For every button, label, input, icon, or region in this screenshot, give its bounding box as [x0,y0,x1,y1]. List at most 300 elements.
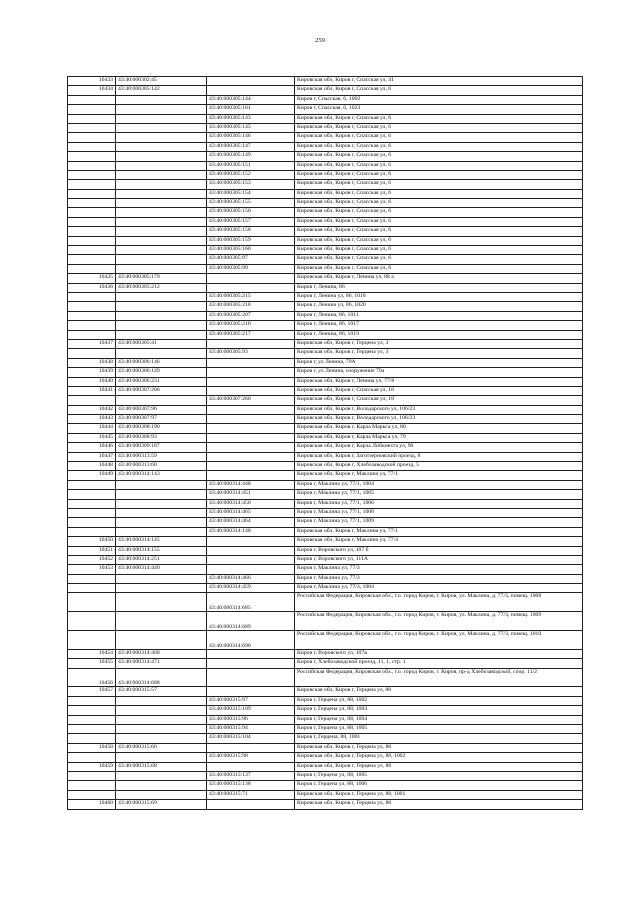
child-cadastral-number-cell: 43:40:000315:97 [207,696,295,705]
parent-cadastral-number-cell [116,330,207,339]
parent-cadastral-number-cell [116,527,207,536]
address-cell: Кировская обл, Киров г, Герцена ул, 88 [295,762,583,771]
child-cadastral-number-cell: 43:40:000315:94 [207,725,295,734]
parent-cadastral-number-cell: 43:40:000306:231 [116,377,207,386]
child-cadastral-number-cell [207,86,295,95]
table-row [68,668,583,687]
table-row [68,555,583,564]
table-row [68,753,583,762]
parent-cadastral-number-cell: 43:40:000313:59 [116,452,207,461]
parent-cadastral-number-cell: 43:40:000307:206 [116,386,207,395]
table-row [68,330,583,339]
child-cadastral-number-cell [207,424,295,433]
parent-cadastral-number-cell [116,311,207,320]
address-cell: Киров г, Воровского ул, 107 б [295,546,583,555]
row-number-cell: 10444 [68,424,116,433]
row-number-cell [68,264,116,273]
table-row [68,349,583,358]
row-number-cell [68,199,116,208]
row-number-cell [68,217,116,226]
child-cadastral-number-cell [207,452,295,461]
row-number-cell: 10439 [68,368,116,377]
table-row [68,546,583,555]
address-cell: Кировская обл, Киров г, Герцена ул, 88 [295,687,583,696]
address-cell: Кировская обл, Киров г, Спасская ул, 6 [295,170,583,179]
parent-cadastral-number-cell: 43:40:000314:251 [116,555,207,564]
parent-cadastral-number-cell [116,480,207,489]
address-cell: Кировская обл, Киров г, Спасская ул, 6 [295,264,583,273]
row-number-cell [68,631,116,650]
row-number-cell [68,133,116,142]
address-cell: Киров г, Ленина, 86, 1017 [295,321,583,330]
child-cadastral-number-cell: 43:40:000314:450 [207,499,295,508]
address-cell: Киров г, Спасская, 6, 1023 [295,105,583,114]
address-cell: Кировская обл, Киров г, Спасская ул, 6 [295,161,583,170]
address-cell: Российская Федерация, Кировская обл., г.о. город Киров, г. Киров, ул. Маклина, д. 77/3, помещ. 1008 [295,593,583,612]
address-cell: Кировская обл, Киров г, Спасская ул, 6 [295,217,583,226]
child-cadastral-number-cell [207,537,295,546]
table-row [68,133,583,142]
table-row [68,311,583,320]
table-row [68,199,583,208]
table-row [68,706,583,715]
row-number-cell: 10435 [68,274,116,283]
table-row [68,302,583,311]
table-row [68,734,583,743]
parent-cadastral-number-cell: 43:40:000306:146 [116,358,207,367]
table-row [68,649,583,658]
table-row [68,321,583,330]
child-cadastral-number-cell [207,668,295,687]
address-cell: Кировская обл, Киров г, Герцена ул, 3 [295,349,583,358]
parent-cadastral-number-cell [116,725,207,734]
row-number-cell [68,95,116,104]
child-cadastral-number-cell: 43:40:000305:207 [207,311,295,320]
child-cadastral-number-cell: 43:40:000314:464 [207,518,295,527]
table-row [68,471,583,480]
parent-cadastral-number-cell [116,227,207,236]
table-row [68,358,583,367]
address-cell: Кировская обл, Киров г, Спасская ул, 6 [295,142,583,151]
child-cadastral-number-cell: 43:40:000305:154 [207,189,295,198]
address-cell: Киров г, Воровского ул, 111А [295,555,583,564]
table-row [68,527,583,536]
child-cadastral-number-cell: 43:40:000314:465 [207,508,295,517]
table-row [68,565,583,574]
address-cell: Киров г, ул Ленина, 79А [295,358,583,367]
row-number-cell [68,236,116,245]
address-cell: Кировская обл, Киров г, Маклина ул, 77/1 [295,527,583,536]
address-cell: Кировская обл, Киров г, Володарского ул, 106/23 [295,415,583,424]
row-number-cell: 10433 [68,77,116,86]
table-row [68,105,583,114]
address-cell: Киров г, Герцена ул, 88, 1004 [295,715,583,724]
address-cell: Кировская обл, Киров г, Спасская ул, 41 [295,77,583,86]
row-number-cell: 10449 [68,471,116,480]
row-number-cell: 10445 [68,433,116,442]
table-row [68,396,583,405]
row-number-cell [68,189,116,198]
row-number-cell [68,593,116,612]
table-row [68,86,583,95]
table-row [68,696,583,705]
row-number-cell: 10448 [68,462,116,471]
address-cell: Киров г, Спасская, 6, 1002 [295,95,583,104]
table-row [68,161,583,170]
address-cell: Кировская обл, Киров г, Спасская ул, 18 [295,396,583,405]
row-number-cell [68,490,116,499]
child-cadastral-number-cell [207,377,295,386]
child-cadastral-number-cell: 43:40:000314:690 [207,631,295,650]
table-row [68,593,583,612]
child-cadastral-number-cell: 43:40:000315:138 [207,781,295,790]
child-cadastral-number-cell [207,565,295,574]
table-row [68,246,583,255]
row-number-cell [68,771,116,780]
parent-cadastral-number-cell [116,189,207,198]
address-cell: Киров г, Воровского ул, 107в [295,649,583,658]
table-row [68,368,583,377]
table-row [68,77,583,86]
child-cadastral-number-cell [207,368,295,377]
address-cell: Киров г, Герцена ул, 88, 1006 [295,781,583,790]
parent-cadastral-number-cell [116,706,207,715]
address-cell: Киров г, Герцена ул, 88, 1005 [295,771,583,780]
address-cell: Киров г, Ленина ул, 86, 1020 [295,302,583,311]
table-row [68,274,583,283]
parent-cadastral-number-cell: 43:40:000314:471 [116,659,207,668]
row-number-cell [68,292,116,301]
child-cadastral-number-cell: 43:40:000314:685 [207,593,295,612]
address-cell: Киров г, Герцена ул, 88, 1002 [295,696,583,705]
row-number-cell [68,255,116,264]
address-cell: Российская Федерация, Кировская обл., г.о. город Киров, г. Киров, пр-д Хлебозаводской, соор. 11/2 [295,668,583,687]
address-cell: Киров г, Ленина, 86, 1011 [295,311,583,320]
parent-cadastral-number-cell [116,236,207,245]
row-number-cell [68,246,116,255]
child-cadastral-number-cell: 43:40:000315:104 [207,734,295,743]
row-number-cell: 10446 [68,443,116,452]
child-cadastral-number-cell: 43:40:000314:459 [207,584,295,593]
address-cell: Кировская обл, Киров г, Заготзерновский проезд, 8 [295,452,583,461]
row-number-cell: 10442 [68,405,116,414]
parent-cadastral-number-cell: 43:40:000308:190 [116,424,207,433]
row-number-cell: 10459 [68,762,116,771]
parent-cadastral-number-cell: 43:40:000307:96 [116,405,207,414]
table-row [68,518,583,527]
row-number-cell [68,706,116,715]
row-number-cell: 10447 [68,452,116,461]
row-number-cell [68,227,116,236]
address-cell: Кировская обл, Киров г, Карла Маркса ул, 79 [295,433,583,442]
row-number-cell [68,612,116,631]
parent-cadastral-number-cell: 43:40:000315:66 [116,743,207,752]
child-cadastral-number-cell [207,462,295,471]
address-cell: Российская Федерация, Кировская обл., г.о. город Киров, г. Киров, ул. Маклина, д. 77/3, помещ. 1010 [295,631,583,650]
address-cell: Кировская обл, Киров г, Герцена ул, 3 [295,339,583,348]
child-cadastral-number-cell [207,687,295,696]
child-cadastral-number-cell [207,405,295,414]
child-cadastral-number-cell: 43:40:000307:260 [207,396,295,405]
child-cadastral-number-cell: 43:40:000305:97 [207,255,295,264]
child-cadastral-number-cell: 43:40:000305:93 [207,349,295,358]
table-row [68,152,583,161]
child-cadastral-number-cell: 43:40:000315:109 [207,706,295,715]
parent-cadastral-number-cell: 43:40:000308:93 [116,433,207,442]
table-row [68,405,583,414]
child-cadastral-number-cell: 43:40:000314:466 [207,574,295,583]
parent-cadastral-number-cell: 43:40:000314:145 [116,537,207,546]
row-number-cell [68,105,116,114]
table-row [68,433,583,442]
parent-cadastral-number-cell [116,771,207,780]
child-cadastral-number-cell [207,339,295,348]
row-number-cell [68,715,116,724]
address-cell: Кировская обл, Киров г, Спасская ул, 6 [295,123,583,132]
address-cell: Кировская обл, Киров г, Спасская ул, 6 [295,227,583,236]
address-cell: Киров г, ул Ленина, сооружение 79а [295,368,583,377]
parent-cadastral-number-cell [116,246,207,255]
child-cadastral-number-cell [207,471,295,480]
child-cadastral-number-cell: 43:40:000305:156 [207,208,295,217]
parent-cadastral-number-cell [116,199,207,208]
parent-cadastral-number-cell [116,790,207,799]
parent-cadastral-number-cell [116,518,207,527]
table-row [68,292,583,301]
address-cell: Кировская обл, Киров г, Спасская ул, 18 [295,386,583,395]
table-row [68,123,583,132]
parent-cadastral-number-cell: 43:40:000305:179 [116,274,207,283]
child-cadastral-number-cell [207,743,295,752]
table-row [68,236,583,245]
row-number-cell: 10451 [68,546,116,555]
address-cell: Кировская обл, Киров г, Герцена ул, 88 [295,743,583,752]
child-cadastral-number-cell: 43:40:000314:448 [207,480,295,489]
address-cell: Кировская обл, Киров г, Спасская ул, 6 [295,189,583,198]
parent-cadastral-number-cell [116,715,207,724]
parent-cadastral-number-cell [116,396,207,405]
parent-cadastral-number-cell [116,490,207,499]
parent-cadastral-number-cell [116,105,207,114]
row-number-cell: 10434 [68,86,116,95]
child-cadastral-number-cell: 43:40:000314:148 [207,527,295,536]
row-number-cell: 10457 [68,687,116,696]
row-number-cell [68,527,116,536]
parent-cadastral-number-cell [116,734,207,743]
parent-cadastral-number-cell [116,208,207,217]
row-number-cell [68,161,116,170]
child-cadastral-number-cell [207,433,295,442]
parent-cadastral-number-cell [116,180,207,189]
address-cell: Кировская обл, Киров г, Карла Маркса ул, 80 [295,424,583,433]
row-number-cell [68,499,116,508]
registry-table-wrapper [67,76,583,810]
child-cadastral-number-cell [207,659,295,668]
address-cell: Киров г, Маклина ул, 77/3, 1004 [295,584,583,593]
child-cadastral-number-cell [207,77,295,86]
child-cadastral-number-cell [207,386,295,395]
table-row [68,180,583,189]
parent-cadastral-number-cell [116,133,207,142]
address-cell: Киров г, Маклина ул, 77/1, 1008 [295,508,583,517]
parent-cadastral-number-cell: 43:40:000302:45 [116,77,207,86]
table-row [68,95,583,104]
table-row [68,800,583,809]
parent-cadastral-number-cell [116,781,207,790]
parent-cadastral-number-cell: 43:40:000314:143 [116,471,207,480]
row-number-cell: 10440 [68,377,116,386]
address-cell: Кировская обл, Киров г, Герцена ул, 88 [295,800,583,809]
row-number-cell: 10458 [68,743,116,752]
table-row [68,499,583,508]
row-number-cell [68,480,116,489]
table-row [68,142,583,151]
parent-cadastral-number-cell [116,321,207,330]
address-cell: Кировская обл, Киров г, Спасская ул, 6 [295,86,583,95]
table-row [68,339,583,348]
child-cadastral-number-cell: 43:40:000305:215 [207,292,295,301]
address-cell: Российская Федерация, Кировская обл., г.о. город Киров, г. Киров, ул. Маклина, д. 77/3, помещ. 1009 [295,612,583,631]
table-row [68,255,583,264]
parent-cadastral-number-cell: 43:40:000314:688 [116,668,207,687]
child-cadastral-number-cell: 43:40:000305:217 [207,330,295,339]
parent-cadastral-number-cell [116,593,207,612]
row-number-cell: 10441 [68,386,116,395]
parent-cadastral-number-cell: 43:40:000306:149 [116,368,207,377]
address-cell: Кировская обл, Киров г, Ленина ул, 77/8 [295,377,583,386]
parent-cadastral-number-cell: 43:40:000314:468 [116,649,207,658]
child-cadastral-number-cell [207,443,295,452]
table-row [68,537,583,546]
table-row [68,508,583,517]
address-cell: Киров г, Маклина ул, 77/3 [295,565,583,574]
table-row [68,771,583,780]
parent-cadastral-number-cell [116,152,207,161]
child-cadastral-number-cell: 43:40:000314:689 [207,612,295,631]
parent-cadastral-number-cell [116,114,207,123]
row-number-cell [68,574,116,583]
parent-cadastral-number-cell [116,612,207,631]
child-cadastral-number-cell: 43:40:000315:137 [207,771,295,780]
row-number-cell [68,114,116,123]
row-number-cell [68,696,116,705]
address-cell: Кировская обл, Киров г, Спасская ул, 6 [295,255,583,264]
row-number-cell: 10438 [68,358,116,367]
child-cadastral-number-cell: 43:40:000315:96 [207,715,295,724]
parent-cadastral-number-cell [116,292,207,301]
table-row [68,781,583,790]
table-row [68,170,583,179]
address-cell: Киров г, Маклина ул, 77/3 [295,574,583,583]
table-row [68,687,583,696]
registry-table [67,76,583,810]
parent-cadastral-number-cell [116,255,207,264]
row-number-cell [68,123,116,132]
child-cadastral-number-cell: 43:40:000305:147 [207,142,295,151]
row-number-cell [68,396,116,405]
parent-cadastral-number-cell [116,161,207,170]
row-number-cell [68,734,116,743]
child-cadastral-number-cell: 43:40:000305:161 [207,105,295,114]
table-row [68,715,583,724]
table-row [68,283,583,292]
address-cell: Кировская обл, Киров г, Спасская ул, 6 [295,199,583,208]
table-row [68,659,583,668]
parent-cadastral-number-cell [116,574,207,583]
address-cell: Кировская обл, Киров г, Ленина ул, 88 а [295,274,583,283]
table-row [68,584,583,593]
registry-table-body [68,77,583,810]
child-cadastral-number-cell [207,555,295,564]
address-cell: Киров г, Герцена, 88, 1001 [295,734,583,743]
address-cell: Киров г, Ленина, 86, 1019 [295,330,583,339]
row-number-cell [68,208,116,217]
address-cell: Киров г, Маклина ул, 77/1, 1006 [295,499,583,508]
row-number-cell [68,152,116,161]
parent-cadastral-number-cell: 43:40:000305:41 [116,339,207,348]
row-number-cell [68,170,116,179]
parent-cadastral-number-cell [116,217,207,226]
parent-cadastral-number-cell [116,349,207,358]
table-row [68,762,583,771]
parent-cadastral-number-cell [116,584,207,593]
table-row [68,612,583,631]
table-row [68,631,583,650]
address-cell: Кировская обл, Киров г, Маклина ул, 77/4 [295,537,583,546]
table-row [68,264,583,273]
row-number-cell: 10456 [68,668,116,687]
address-cell: Кировская обл, Киров г, Спасская ул, 6 [295,114,583,123]
parent-cadastral-number-cell [116,170,207,179]
row-number-cell [68,781,116,790]
table-row [68,217,583,226]
child-cadastral-number-cell: 43:40:000305:218 [207,302,295,311]
parent-cadastral-number-cell: 43:40:000315:57 [116,687,207,696]
row-number-cell: 10436 [68,283,116,292]
child-cadastral-number-cell: 43:40:000305:149 [207,152,295,161]
table-row [68,415,583,424]
row-number-cell [68,142,116,151]
child-cadastral-number-cell: 43:40:000305:152 [207,170,295,179]
parent-cadastral-number-cell: 43:40:000307:97 [116,415,207,424]
address-cell: Кировская обл, Киров г, Герцена ул, 88, 1002 [295,753,583,762]
table-row [68,480,583,489]
parent-cadastral-number-cell [116,631,207,650]
child-cadastral-number-cell [207,649,295,658]
parent-cadastral-number-cell: 43:40:000305:142 [116,86,207,95]
child-cadastral-number-cell [207,358,295,367]
table-row [68,189,583,198]
row-number-cell: 10454 [68,649,116,658]
child-cadastral-number-cell: 43:40:000305:144 [207,95,295,104]
address-cell: Кировская обл, Киров г, Хлебозаводской проезд, 5 [295,462,583,471]
child-cadastral-number-cell: 43:40:000305:160 [207,246,295,255]
row-number-cell [68,584,116,593]
table-row [68,377,583,386]
child-cadastral-number-cell: 43:40:000305:216 [207,321,295,330]
row-number-cell [68,753,116,762]
child-cadastral-number-cell: 43:40:000305:158 [207,227,295,236]
row-number-cell [68,518,116,527]
child-cadastral-number-cell: 43:40:000305:153 [207,180,295,189]
parent-cadastral-number-cell: 43:40:000315:69 [116,800,207,809]
address-cell: Кировская обл, Киров г, Спасская ул, 6 [295,152,583,161]
child-cadastral-number-cell [207,415,295,424]
child-cadastral-number-cell [207,762,295,771]
row-number-cell [68,330,116,339]
table-row [68,227,583,236]
row-number-cell: 10460 [68,800,116,809]
